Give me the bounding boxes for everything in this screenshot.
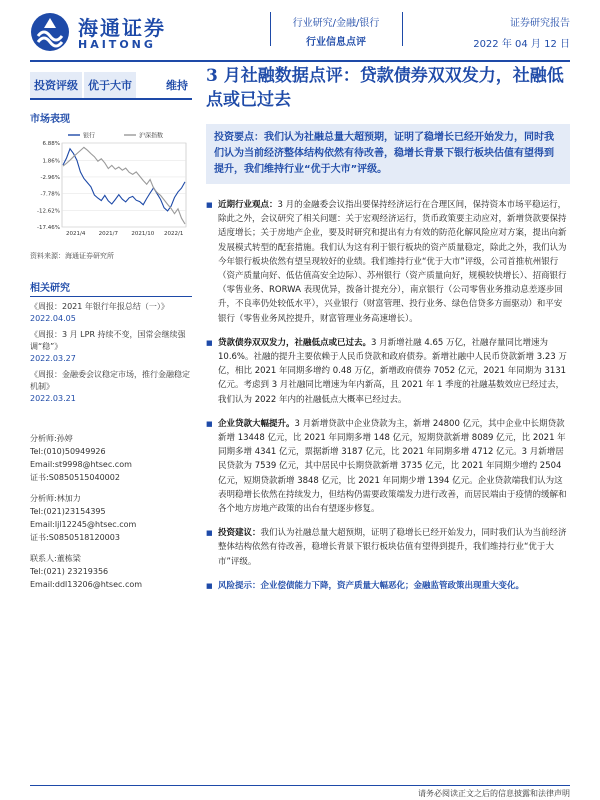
- rating-action: 维持: [166, 79, 188, 92]
- x-tick-label: 2021/10: [131, 231, 155, 237]
- plot-frame: [62, 143, 186, 227]
- y-tick-label: 1.86%: [42, 158, 60, 165]
- analyst-card: [30, 492, 192, 544]
- analyst-contacts: [30, 432, 192, 599]
- report-header: [0, 0, 600, 62]
- series-line: [63, 147, 185, 224]
- footer-rule: [30, 785, 570, 786]
- report-date: 2022 年 04 月 12 日: [473, 39, 570, 50]
- report-type: 行业信息点评: [306, 37, 366, 48]
- related-item[interactable]: [30, 301, 192, 325]
- x-tick-label: 2021/7: [98, 231, 119, 237]
- legend-label: 银行: [83, 132, 96, 140]
- analyst-email[interactable]: Email:ddl13206@htsec.com: [30, 580, 143, 589]
- series-line: [63, 149, 185, 211]
- analyst-email[interactable]: Email:ljl12245@htsec.com: [30, 520, 137, 529]
- header-divider: [402, 12, 403, 46]
- header-category-block: [272, 14, 400, 48]
- related-item-title: 《周报：金融委会议稳定市场，推行金融稳定机制》: [30, 370, 190, 391]
- related-item-date: 2022.03.21: [30, 394, 76, 403]
- analyst-card: [30, 552, 192, 591]
- logo-chinese-name: 海通证券: [78, 16, 166, 40]
- analyst-tel: Tel:(021) 23219356: [30, 567, 109, 576]
- y-tick-label: -17.46%: [37, 225, 60, 231]
- related-item-date: 2022.03.27: [30, 354, 76, 363]
- key-point-body: 3 月新增社融 4.65 万亿，社融存量同比增速为 10.6%。社融的提升主要依赖于人民币贷款和政府债券。新增社融中人民币贷款新增 3.23 万亿，相比 2021 年同期多增约 0.48 万亿，新增政府债券 7052 亿元，2021 年同期为 3131 亿元。考虑到 3 月社融同比增速为年内新高，且 2021 年 1 季度的社融基数效应已经过去，我们认为 2022 年内的社融低点大概率已经过去。: [218, 337, 567, 405]
- haitong-emblem-icon: [30, 12, 70, 52]
- related-research-title: 相关研究: [30, 279, 192, 297]
- key-points: [206, 198, 570, 593]
- related-research-list: [30, 301, 192, 405]
- y-tick-label: -12.62%: [37, 208, 60, 215]
- header-meta-block: [470, 14, 570, 50]
- market-performance-chart: [30, 129, 192, 241]
- haitong-logo: [30, 10, 200, 54]
- chart-source: 资料来源：海通证券研究所: [30, 252, 114, 260]
- key-point-body: 企业偿债能力下降，资产质量大幅恶化；金融监管政策出现重大变化。: [260, 580, 525, 591]
- risk-warning: [206, 579, 570, 593]
- logo-english-name: HAITONG: [78, 38, 156, 51]
- sidebar: [30, 72, 192, 405]
- rating-value: 优于大市: [82, 72, 136, 98]
- header-rule: [30, 60, 570, 62]
- key-point: [206, 417, 570, 516]
- key-point-body: 3 月新增贷款中企业贷款为主，新增 24800 亿元，其中企业中长期贷款新增 13448 亿元，比 2021 年同期多增 148 亿元，短期贷款新增 8089 亿元，比 2021 年同期多增 4341 亿元，票据新增 3187 亿元，比 2021 年同期多增 4712 亿元。3 月新增居民贷款为 7539 亿元，其中居民中长期贷款新增 3735 亿元，比 2021 年同期少增约 2504 亿元，短期贷款新增 3848 亿元，比 2021 年同期少增 1394 亿元。企业贷款端我们认为这表明稳增长依然在持续发力，但结构仍需要政策端发力进行改善，而居民端由于疫情的缓解和各个地方房地产政策的出台有望逐步修复。: [218, 418, 567, 515]
- market-performance-title: 市场表现: [30, 114, 70, 125]
- key-point-body: 3 月的金融委会议指出要保持经济运行在合理区间，保持资本市场平稳运行，除此之外，会议研究了相关问题：关于宏观经济运行，货币政策要主动应对，新增贷款要保持适度增长；关于房地产企业，要及时研究和提出有力有效的防范化解风险应对方案，提出向新发展模式转型的配套措施。我们认为这有利于银行板块的资产质量稳定，除此之外，我们认为今年银行板块依然有望呈现较好的业绩。我们维持行业“优于大市”评级，公司首推杭州银行（资产质量向好、低估值高安全边际）、苏州银行（资产质量向好，规模较快增长）、招商银行（零售业务、RORWA 表现优异，拨备计提充分），南京银行（公司零售业务推动息差逐步回升，不良率仍处较低水平），兴业银行（财富管理、投行业务、绿色信贷多方面驱动）和平安银行（零售业务风控提升，财富管理业务高速增长）。: [218, 200, 567, 324]
- key-point-heading: 贷款债券双双发力，社融低点或已过去。: [218, 337, 372, 348]
- key-point: [206, 336, 570, 407]
- report-title: 3 月社融数据点评：贷款债券双双发力，社融低点或已过去: [206, 66, 564, 110]
- analyst-tel: Tel:(021)23154395: [30, 507, 106, 516]
- key-point-heading: 近期行业观点：: [218, 200, 278, 210]
- analyst-name: 分析师:孙婷: [30, 434, 73, 443]
- analyst-email[interactable]: Email:st9998@htsec.com: [30, 460, 132, 469]
- analyst-tel: Tel:(010)50949926: [30, 447, 106, 456]
- legend-label: 沪深指数: [139, 132, 164, 140]
- related-item-title: 《周报：3 月 LPR 持续不变，国常会继续强调“稳”》: [30, 330, 186, 351]
- key-point-heading: 投资建议：: [218, 528, 261, 539]
- related-item-title: 《周报：2021 年银行年报总结（一）》: [30, 302, 169, 311]
- footer-disclaimer: 请务必阅读正文之后的信息披露和法律声明: [418, 789, 570, 798]
- main-content: [206, 64, 570, 603]
- investment-highlight: 投资要点：我们认为社融总量大超预期，证明了稳增长已经开始发力，同时我们认为当前经济整体结构依然有待改善，稳增长背景下银行板块估值有望得到提升，我们维持行业“优于大市”评级。: [206, 124, 570, 184]
- performance-line-chart: [30, 129, 192, 241]
- y-tick-label: 6.88%: [42, 141, 60, 147]
- analyst-card: [30, 432, 192, 484]
- key-point: [206, 526, 570, 569]
- key-point-heading: 企业贷款大幅提升。: [218, 418, 295, 429]
- y-tick-label: -2.96%: [40, 174, 60, 181]
- x-tick-label: 2021/4: [66, 231, 86, 237]
- related-item[interactable]: [30, 329, 192, 365]
- report-label: 证券研究报告: [510, 18, 570, 29]
- analyst-cert: 证书:S0850518120003: [30, 533, 120, 542]
- key-point-body: 我们认为社融总量大超预期，证明了稳增长已经开始发力，同时我们认为当前经济整体结构依然有待改善，稳增长背景下银行板块估值有望得到提升，我们维持行业“优于大市”评级。: [218, 528, 567, 567]
- report-category: 行业研究/金融/银行: [292, 18, 380, 29]
- rating-label: 投资评级: [30, 72, 82, 98]
- y-tick-label: -7.78%: [40, 191, 60, 198]
- x-tick-label: 2022/1: [164, 231, 184, 237]
- key-point-heading: 风险提示：: [218, 580, 261, 591]
- key-point: [206, 198, 570, 326]
- header-divider: [270, 12, 271, 46]
- rating-rule: [30, 98, 192, 100]
- investment-rating: [30, 72, 192, 98]
- analyst-cert: 证书:S0850515040002: [30, 473, 120, 482]
- related-item-date: 2022.04.05: [30, 314, 76, 323]
- analyst-name: 联系人:董栋梁: [30, 554, 81, 563]
- analyst-name: 分析师:林加力: [30, 494, 81, 503]
- related-item[interactable]: [30, 369, 192, 405]
